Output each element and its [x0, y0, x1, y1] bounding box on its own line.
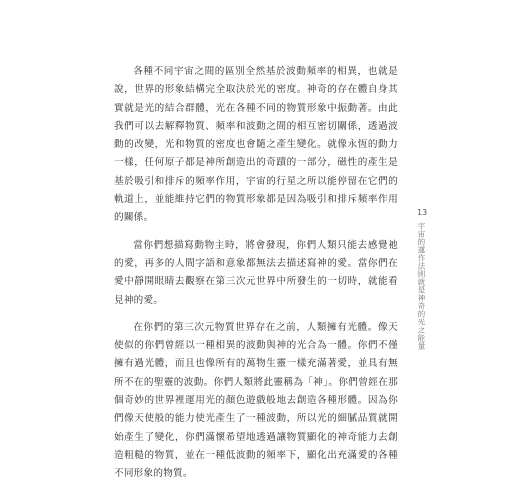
body-text: [114, 63, 398, 484]
paragraph-3: 在你們的第三次元物質世界存在之前，人類擁有光體。像天使似的你們曾經以一種相異的波動與神的光合為一體。你們不僅擁有過光體，而且也像所有的萬物生靈一樣充滿著愛，並具有無所不在的聖靈的波動。你們人類將此靈稱為「神」。你們曾經在那個奇妙的世界裡運用光的顏色遊戲般地去創造各種形體。因為你們像天使般的能力使光產生了一種波動，所以光的細膩品質就開始產生了變化，你們滿懷希望地透過讓物質顯化的神奇能力去創造粗糙的物質，並在一種低波動的頻率下，顯化出充滿愛的各種不同形象的物質。: [114, 321, 398, 480]
paragraph-1: 各種不同宇宙之間的區別全然基於波動頻率的相異，也就是說，世界的形象結構完全取決於光的密度。神奇的存在體自身其實就是光的結合群體，光在各種不同的物質形象中振動著。由此我們可以去解釋物質、頻率和波動之間的相互密切關係，透過波動的改變，光和物質的密度也會隨之產生變化。就像永恆的動力一樣，任何原子都是神所創造出的奇蹟的一部分，磁性的產生是基於吸引和排斥的頻率作用，宇宙的行星之所以能停留在它們的軌道上，並能維持它們的物質形象都是因為吸引和排斥頻率作用的關係。: [114, 66, 398, 224]
page-number: 13: [417, 208, 428, 217]
running-head: 宇宙的運作法則就是神奇的光之能量: [417, 222, 426, 350]
paragraph-2: 當你們想描寫動物主時，將會發現，你們人類只能去感覺祂的愛，再多的人間字語和意象都無法去描述寫神的愛。當你們在愛中靜開眼睛去觀察在第三次元世界中所發生的一切時，就能看見神的愛。: [114, 239, 398, 306]
